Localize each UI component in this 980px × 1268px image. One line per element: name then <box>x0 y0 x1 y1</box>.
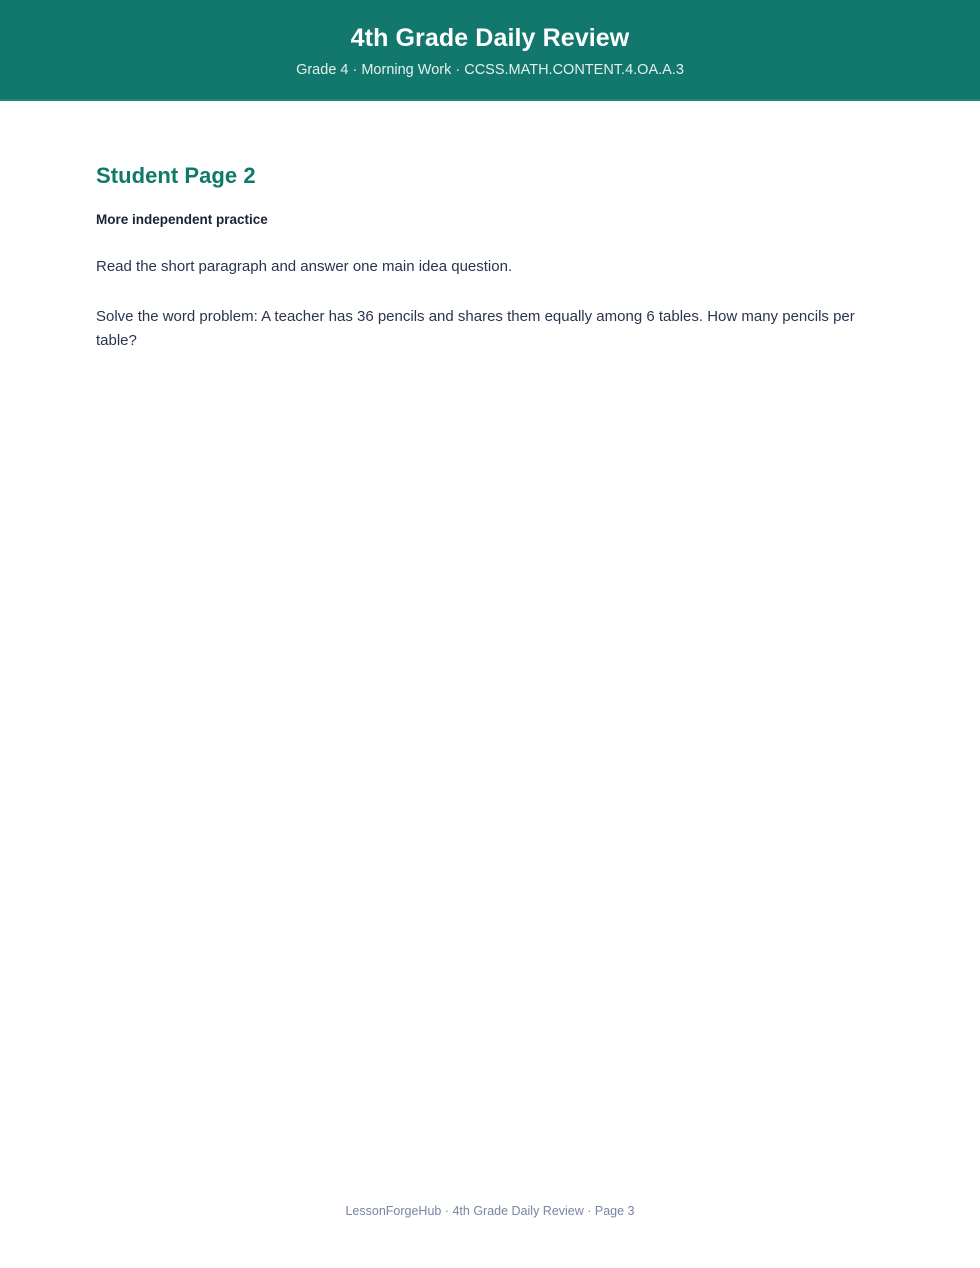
document-footer <box>0 1203 980 1268</box>
section-heading: Student Page 2 <box>96 163 256 188</box>
document-title: 4th Grade Daily Review <box>350 23 630 52</box>
footer-text: LessonForgeHub · 4th Grade Daily Review · Page 3 <box>345 1204 635 1218</box>
document-subtitle: Grade 4 · Morning Work · CCSS.MATH.CONTENT.4.OA.A.3 <box>296 61 684 78</box>
instruction-list <box>96 255 884 353</box>
worksheet-content <box>0 101 980 1203</box>
document-header <box>0 0 980 101</box>
instruction-paragraph: Solve the word problem: A teacher has 36 pencils and shares them equally among 6 tables. How many pencils per table? <box>96 308 855 349</box>
section-subheading: More independent practice <box>96 212 268 227</box>
instruction-paragraph: Read the short paragraph and answer one main idea question. <box>96 258 513 275</box>
